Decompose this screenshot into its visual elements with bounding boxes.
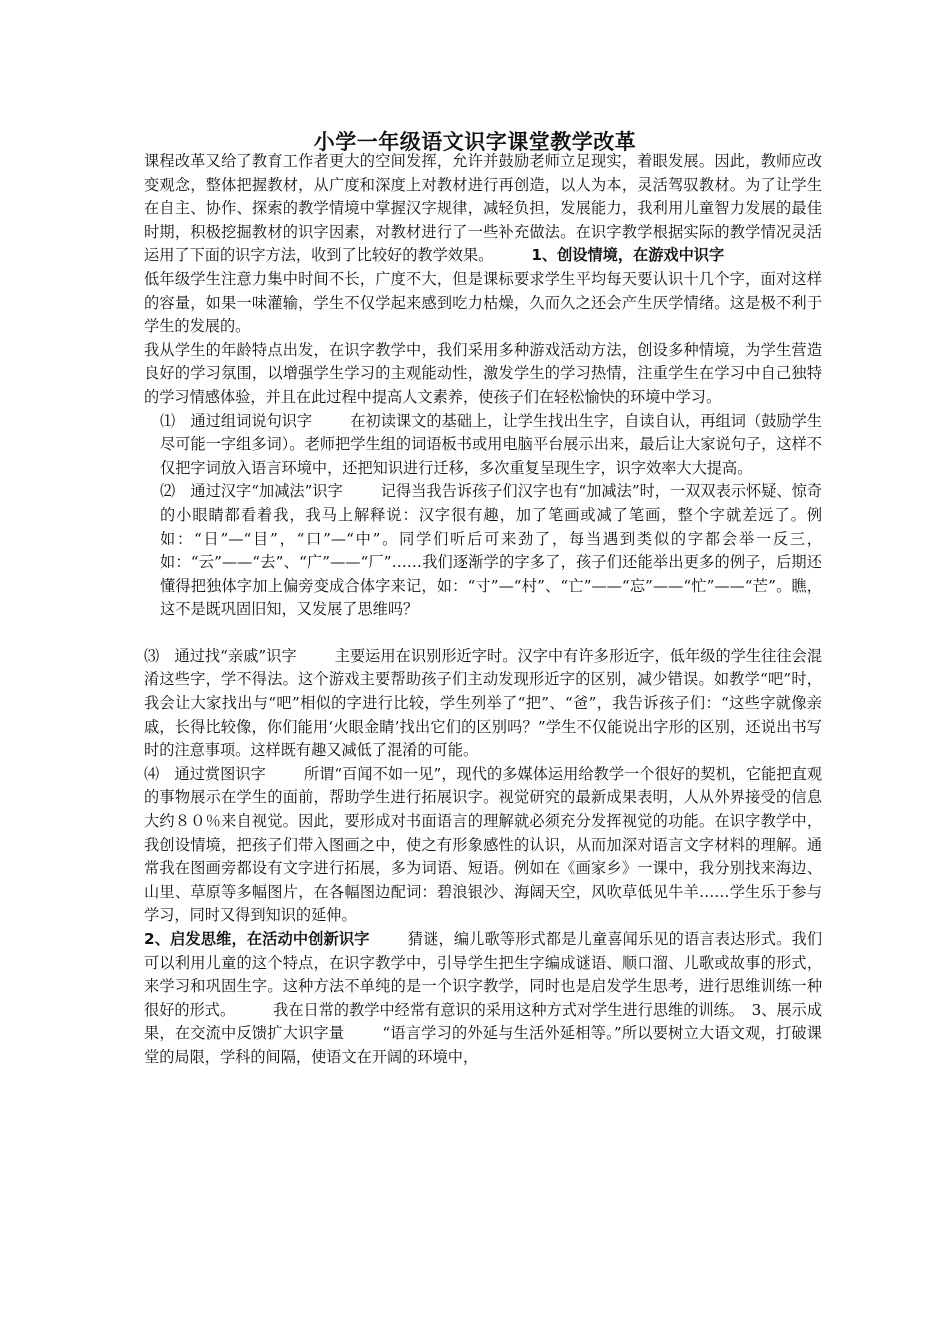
intro-paragraph [144,150,822,268]
subsection-2-number: ⑵ [160,482,176,501]
subsection-4-heading: 通过赏图识字 [174,764,266,783]
subsection-1-number: ⑴ [160,411,176,430]
paragraph-4: “语言学习的外延与生活外延相等。”所以要树立大语文观，打破课堂的局限，学科的间隔，使语文在开阔的环境中， [144,1024,822,1066]
page-title: 小学一年级语文识字课堂教学改革 [313,130,637,154]
subsection-1-heading: 通过组词说句识字 [190,411,313,430]
intro-text: 课程改革又给了教育工作者更大的空间发挥，允许并鼓励老师立足现实，着眼发展。因此，教师应改变观念，整体把握教材，从广度和深度上对教材进行再创造，以人为本，灵活驾驭教材。为了让学生在自主、协作、探索的教学情境中掌握汉字规律，减轻负担，发展能力，我利用儿童智力发展的最佳时期，积极挖掘教材的识字因素，对教材进行了一些补充做法。在识字教学根据实际的教学情况灵活运用了下面的识字方法，收到了比较好的教学效果。 [144,152,822,265]
subsection-1 [144,410,822,481]
paragraph-1: 低年级学生注意力集中时间不长，广度不大，但是课标要求学生平均每天要认识十几个字，面对这样的容量，如果一味灌输，学生不仅学起来感到吃力枯燥，久而久之还会产生厌学情绪。这是极不利于学生的发展的。 [144,269,822,336]
subsection-3-heading: 通过找“亲戚”识字 [174,646,297,665]
subsection-2-text: 记得当我告诉孩子们汉字也有“加减法”时，一双双表示怀疑、惊奇的小眼睛都看着我，我马上解释说：汉字很有趣，加了笔画或减了笔画，整个字就差远了。例如：“日”—“目”，“口”—“中”。同学们听后可来劲了，每当遇到类似的字都会举一反三，如：“云”——“去”、“广”——“厂”……我们逐渐学的字多了，孩子们还能举出更多的例子，后期还懂得把独体字加上偏旁变成合体字来记，如：“寸”—“村”、“亡”——“忘”——“忙”——“芒”。瞧，这不是既巩固旧知，又发展了思维吗？ [160,482,823,619]
document-body [144,150,822,1070]
paragraph-3b: 我在日常的教学中经常有意识的采用这种方式对学生进行思维的训练。 [273,1000,737,1019]
subsection-3-number: ⑶ [144,646,160,665]
subsection-4 [144,763,822,928]
subsection-2-heading: 通过汉字“加减法”识字 [190,482,343,501]
subsection-3 [144,645,822,763]
subsection-1-text: 在初读课文的基础上，让学生找出生字，自读自认，再组词（鼓励学生尽可能一字组多词）。老师把学生组的词语板书或用电脑平台展示出来，最后让大家说句子，这样不仅把字词放入语言环境中，还把知识进行迁移，多次重复呈现生字，识字效率大大提高。 [160,411,823,477]
subsection-2 [144,480,822,622]
paragraph-2: 我从学生的年龄特点出发，在识字教学中，我们采用多种游戏活动方法，创设多种情境，为学生营造良好的学习氛围，以增强学生学习的主观能动性，激发学生的学习热情，注重学生在学习中自己独特的学习情感体验，并且在此过程中提高人文素养，使孩子们在轻松愉快的环境中学习。 [144,340,822,406]
subsection-3-text: 主要运用在识别形近字时。汉字中有许多形近字，低年级的学生往往会混淆这些字，学不得法。这个游戏主要帮助孩子们主动发现形近字的区别，减少错误。如教学“吧”时，我会让大家找出与“吧”相似的字进行比较，学生列举了“把”、“爸”，我告诉孩子们：“这些字就像亲戚，长得比较像，你们能用‘火眼金睛’找出它们的区别吗？”学生不仅能说出字形的区别，还说出书写时的注意事项。这样既有趣又减低了混淆的可能。 [144,646,823,760]
section-heading-2: 2、启发思维，在活动中创新识字 [144,930,370,948]
subsection-4-number: ⑷ [144,764,160,783]
subsection-4-text: 所谓“百闻不如一见”，现代的多媒体运用给教学一个很好的契机，它能把直观的事物展示在学生的面前，帮助学生进行拓展识字。视觉研究的最新成果表明，人从外界接受的信息大约８０％来自视觉。因此，要形成对书面语言的理解就必须充分发挥视觉的功能。在识字教学中，我创设情境，把孩子们带入图画之中，使之有形象感性的认识，从而加深对语言文字材料的理解。通常我在图画旁都设有文字进行拓展，多为词语、短语。例如在《画家乡》一课中，我分别找来海边、山里、草原等多幅图片，在各幅图边配词：碧浪银沙、海阔天空，风吹草低见牛羊……学生乐于参与学习，同时又得到知识的延伸。 [144,764,823,925]
paragraph-3a: 猜谜，编儿歌等形式都是儿童喜闻乐见的语言表达形式。我们可以利用儿童的这个特点，在识字教学中，引导学生把生字编成谜语、顺口溜、儿歌或故事的形式，来学习和巩固生字。这种方法不单纯的是一个识字教学，同时也是启发学生思考，进行思维训练一种很好的形式。 [144,930,823,1019]
section-heading-1: 1、创设情境，在游戏中识字 [531,246,725,265]
section-2 [144,928,822,1070]
section-heading-3: 3、展示成果，在交流中反馈扩大识字量 [144,1000,823,1043]
